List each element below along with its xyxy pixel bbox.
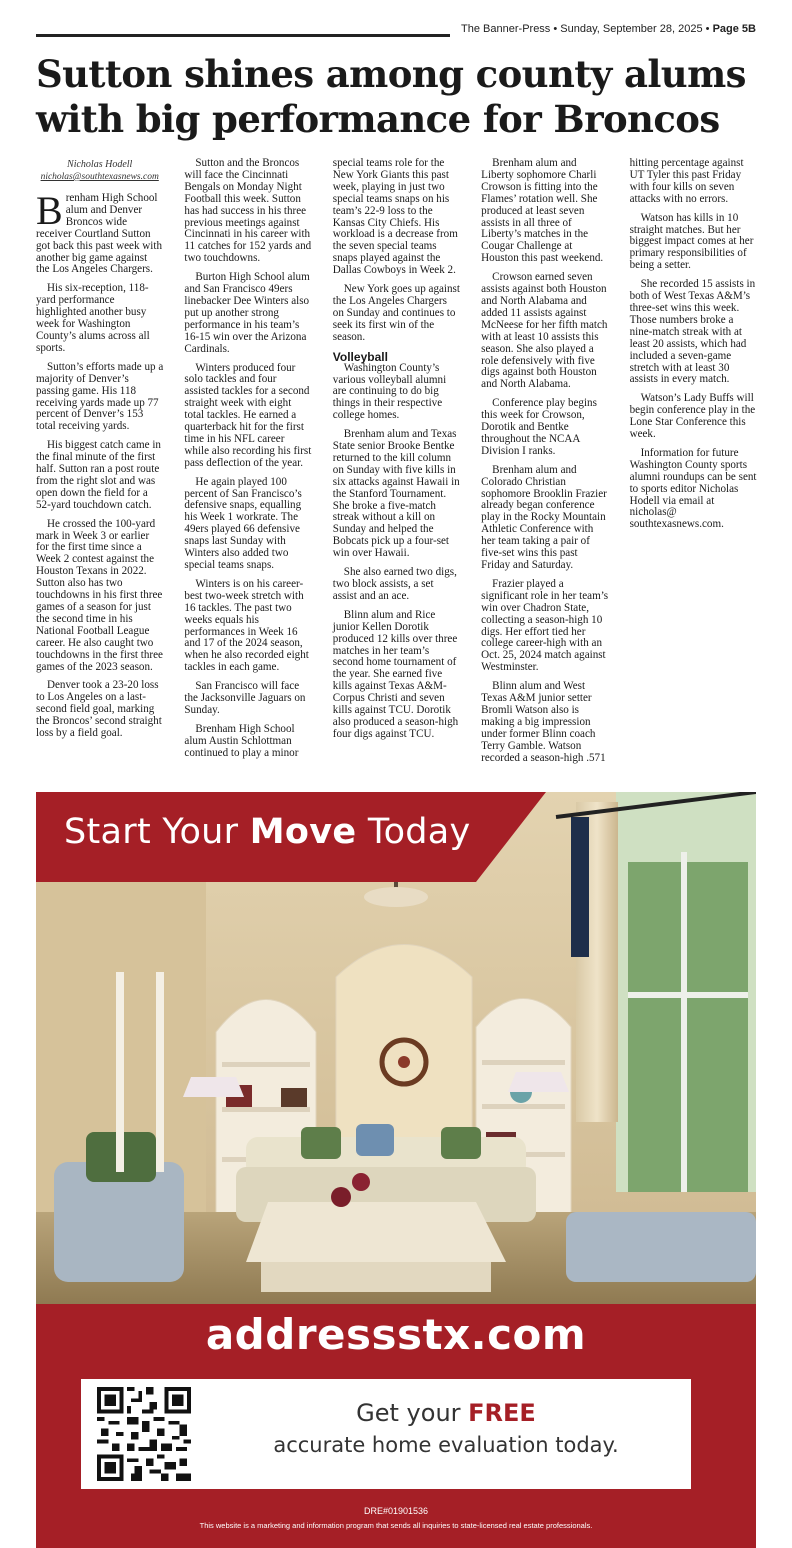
article-paragraph: Blinn alum and Rice junior Kellen Dorotik produced 12 kills over three matches in her team’s second home tournament of the year. She earned five kills against Texas A&M-Corpus Christi and seven kills against TCU. Dorotik also produced a season-high four digs against TCU. <box>332 608 459 740</box>
article-paragraph: New York goes up against the Los Angeles Chargers on Sunday and continues to seek its first win of the season. <box>332 283 460 343</box>
article-paragraph: Burton High School alum and San Francisco 49ers linebacker Dee Winters also put up another strong performance in his team’s 16-15 win over the Arizona Cardinals. <box>184 271 310 355</box>
article-paragraph: Sutton and the Broncos will face the Cincinnati Bengals on Monday Night Football this week. Sutton has had success in his three previous meetings against Cincinnati in his career with 11 catches for 152 yards and two touchdowns. <box>184 158 312 265</box>
section-subhead: Volleyball <box>332 349 388 364</box>
real-estate-advertisement[interactable] <box>36 792 756 1548</box>
page-folio <box>461 23 756 35</box>
byline-name: Nicholas Hodell <box>67 159 133 170</box>
article-paragraph: She recorded 15 assists in both of West Texas A&M’s three-set wins this week. Those numbers broke a nine-match streak with at least 20 assists, which had included a seven-game stretch with at least 30 assists in every match. <box>629 278 756 386</box>
folio-separator: • <box>705 23 710 35</box>
article-paragraph: Winters produced four solo tackles and four assisted tackles for a second straight week with eight total tackles. He earned a quarterback hit for the first time in his NFL career while also recording his first pass deflection of the year. <box>184 361 312 469</box>
article-paragraph: Frazier played a significant role in her team’s win over Chadron State, collecting a season-high 10 digs. Her effort tied her college career-high with an Oct. 25, 2024 match against Westminster. <box>481 577 609 674</box>
cta-box[interactable] <box>81 1379 691 1489</box>
article-paragraph: He crossed the 100-yard mark in Week 3 or earlier for the first time since a Week 2 contest against the Houston Texans in 2022. Sutton also has two touchdowns in his first three games of a season for just the second time in his National Football League career. He also caught two touchdowns in the first three games of the 2023 season. <box>36 517 163 673</box>
drop-cap: B <box>36 188 63 233</box>
publication-date: Sunday, September 28, 2025 <box>560 23 703 35</box>
headline: Sutton shines among county alums with big performance for Broncos <box>36 52 746 141</box>
article-paragraph: Brenham alum and Liberty sophomore Charli Crowson is fitting into the Flames’ rotation well. She produced at least seven assists in all three of Liberty’s matches in the Cougar Challenge at Houston this past weekend. <box>481 158 604 265</box>
article-paragraph: Brenham High School alum Austin Schlottman continued to play a minor special teams role for the New York Giants this past week, playing in just two special teams snaps on his team’s 22-9 loss to the Kansas City Chiefs. His workload is a decrease from the seven special teams snaps played against the Dallas Cowboys in Week 2. <box>184 158 458 759</box>
article-paragraph: Information for future Washington County sports alumni roundups can be sent to sports editor Nicholas Hodell via email at nicholas@ southtexasnews.com. <box>629 446 757 531</box>
article-paragraph: Brenham alum and Texas State senior Brooke Bentke returned to the kill column on Sunday with five kills in six attacks against Hawaii in the Stanford Tournament. She broke a five-match streak without a kill on Sunday and helped the Bobcats pick up a four-set win over Hawaii. <box>332 428 460 560</box>
ad-disclaimer: This website is a marketing and information program that sends all inquiries to state-licensed real estate professionals. <box>199 1521 593 1530</box>
article-paragraph: His biggest catch came in the final minute of the first half. Sutton ran a post route from the right slot and was open down the field for a 52-yard touchdown catch. <box>36 439 161 511</box>
ad-tagline <box>64 812 471 852</box>
article-paragraph: San Francisco will face the Jacksonville Jaguars on Sunday. <box>184 680 306 716</box>
page-number: Page 5B <box>712 23 756 35</box>
cta-free: FREE <box>468 1399 536 1427</box>
article-paragraph: Washington County’s various volleyball alumni are continuing to do big things in their respective college homes. <box>332 361 447 422</box>
ad-website-url[interactable]: addressstx.com <box>205 1310 587 1359</box>
cta-subline: accurate home evaluation today. <box>273 1433 619 1457</box>
article-paragraph: Watson’s Lady Buffs will begin conference play in the Lone Star Conference this week. <box>629 392 756 441</box>
article-paragraph: Winters is on his career-best two-week stretch with 16 tackles. The past two weeks equals his performances in Week 16 and 17 of the 2024 season, when he also recorded eight tackles in each game. <box>184 577 309 674</box>
article-paragraph: Blinn alum and West Texas A&M junior setter Bromli Watson also is making a big impression under former Blinn coach Terry Gamble. Watson recorded a season-high .571 hitting percentage against UT Tyler this past Friday with four kills on seven attacks with no errors. <box>481 158 744 764</box>
cta-headline <box>211 1399 681 1427</box>
license-number: DRE#01901536 <box>363 1506 429 1516</box>
folio-separator: • <box>553 23 558 35</box>
tagline-end: Today <box>356 812 471 852</box>
article-paragraph: His six-reception, 118-yard performance highlighted another busy week for Washington County’s alums across all sports. <box>36 282 150 354</box>
article-paragraph: He again played 100 percent of San Francisco’s defensive snaps, equalling his Week 1 workrate. The 49ers played 66 defensive snaps last Sunday with Winters also added two special teams snaps. <box>184 475 302 571</box>
article-paragraph: Watson has kills in 10 straight matches. But her biggest impact comes at her primary responsibilities of being a setter. <box>629 211 754 272</box>
publication-name: The Banner-Press <box>461 23 551 35</box>
article-paragraph: Denver took a 23-20 loss to Los Angeles on a last-second field goal, marking the Broncos’ second straight loss by a field goal. <box>36 679 162 740</box>
qr-code-icon[interactable] <box>97 1387 191 1481</box>
article-paragraph: Sutton’s efforts made up a majority of Denver’s passing game. His 118 receiving yards made up 77 percent of Denver’s 153 total receiving yards. <box>36 360 164 433</box>
article-paragraph: Crowson earned seven assists against both Houston and North Alabama and added 11 assists against McNeese for her fifth match with at least 10 assists this season. She also played a role defensively with five digs against both Houston and North Alabama. <box>481 271 608 391</box>
article-paragraph: Brenham alum and Colorado Christian sophomore Brooklin Frazier already began conference play in the Rocky Mountain Athletic Conference with her team taking a pair of five-set wins this past Friday and Saturday. <box>481 463 607 571</box>
article-body <box>36 158 757 768</box>
lead-paragraph <box>36 188 163 276</box>
header-rule <box>36 34 450 37</box>
byline-email[interactable]: nicholas@southtexasnews.com <box>40 172 159 182</box>
tagline-move: Move <box>249 812 357 852</box>
cta-get-your: Get your <box>356 1399 469 1427</box>
lead-text: renham High School alum and Denver Broncos wide receiver Courtland Sutton got back this past week with another big game against the Los Angeles Chargers. <box>36 192 163 276</box>
article-paragraph: Conference play begins this week for Crowson, Dorotik and Bentke throughout the NCAA Division I ranks. <box>481 397 597 457</box>
article-paragraph: She also earned two digs, two block assists, a set assist and an ace. <box>332 566 457 602</box>
tagline-start: Start Your <box>64 812 250 852</box>
